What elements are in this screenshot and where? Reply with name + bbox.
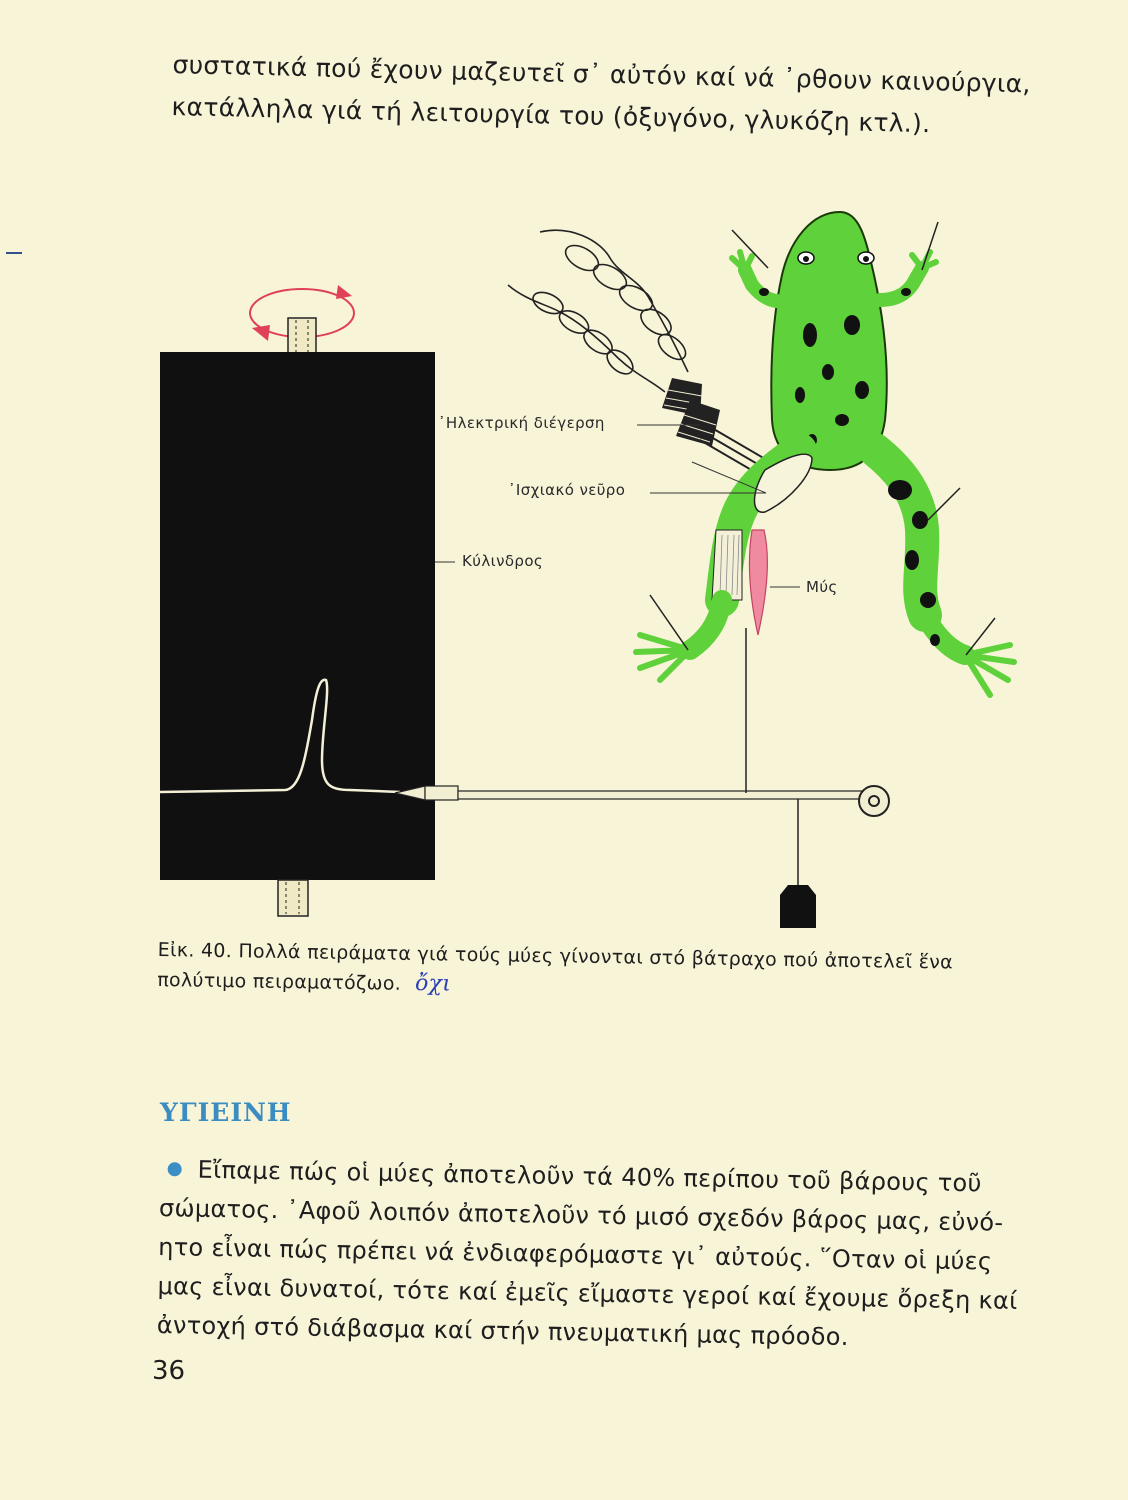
body-line: σώματος. ᾽Αφοῦ λοιπόν ἀποτελοῦν τό μισό σχεδόν βάρος μας, εὐνό- <box>158 1193 1004 1237</box>
section-heading: ΥΓΙΕΙΝΗ <box>160 1098 292 1127</box>
bullet-icon <box>168 1162 182 1176</box>
label-cylinder: Κύλινδρος <box>462 552 544 570</box>
label-electrical-stimulation: ᾽Ηλεκτρική διέγερση <box>438 414 605 432</box>
electric-wires <box>508 230 690 392</box>
hanging-weight <box>780 799 816 928</box>
body-line-text: Εἴπαμε πώς οἱ μύες ἀποτελοῦν τά 40% περίπου τοῦ βάρους τοῦ <box>197 1155 982 1198</box>
label-sciatic-nerve: ᾽Ισχιακό νεῦρο <box>508 481 626 499</box>
section-paragraph <box>157 1150 1020 1360</box>
frog <box>636 212 1014 695</box>
muscle <box>750 530 768 635</box>
writing-lever <box>395 786 889 816</box>
cylinder-bottom-axle <box>278 880 308 916</box>
caption-line: Εἰκ. 40. Πολλά πειράματα γιά τούς μύες γίνονται στό βάτραχο πού ἀποτελεῖ ἕνα <box>157 938 954 974</box>
intro-line: κατάλληλα γιά τή λειτουργία του (ὀξυγόνο, γλυκόζη κτλ.). <box>171 91 931 139</box>
frog-experiment-figure <box>150 200 1070 940</box>
label-muscle: Μύς <box>806 578 838 596</box>
figure-caption <box>157 935 1038 1009</box>
kymograph-cylinder <box>160 352 435 880</box>
body-line: ητο εἶναι πώς πρέπει νά ἐνδιαφερόμαστε γι᾽ αὐτούς. ῞Οταν οἱ μύες <box>158 1232 993 1276</box>
margin-mark <box>6 252 22 254</box>
body-line: ἀντοχή στό διάβασμα καί στήν πνευματική μας πρόοδο. <box>156 1310 849 1352</box>
handwritten-note: ὄχι <box>414 971 452 997</box>
intro-line: συστατικά πού ἔχουν μαζευτεῖ σ᾽ αὐτόν καί νά ᾽ρθουν καινούργια, <box>172 49 1032 99</box>
body-line: μας εἶναι δυνατοί, τότε καί ἐμεῖς εἴμαστε γεροί καί ἔχουμε ὄρεξη καί <box>157 1271 1018 1315</box>
caption-line-text: πολύτιμο πειραματόζωο. <box>157 968 402 995</box>
intro-paragraph <box>171 44 1053 148</box>
page-number: 36 <box>152 1356 186 1386</box>
